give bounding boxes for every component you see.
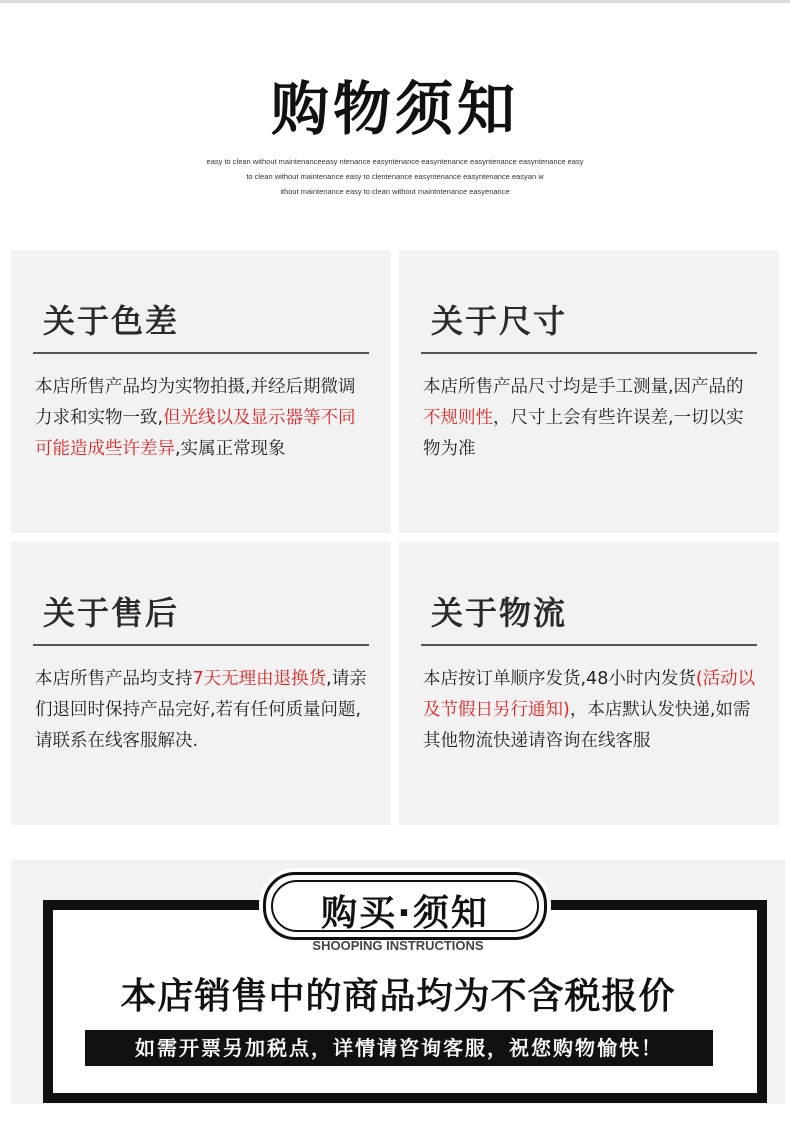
card-body-text: 本店所售产品尺寸均是手工测量,因产品的 — [423, 377, 744, 397]
notice-badge — [263, 872, 547, 940]
purchase-notice-banner — [11, 860, 785, 1104]
notice-headline: 本店销售中的商品均为不含税报价 — [120, 976, 676, 1017]
notice-english-subtitle: SHOOPING INSTRUCTIONS — [312, 938, 484, 953]
card-body-highlight: 不规则性 — [423, 408, 493, 428]
card-body — [423, 664, 761, 757]
subtitle-line-2: to clean without maintenance easy to clentenance easyntenance easyntenance easyan w — [246, 172, 544, 181]
subtitle-line-3: ithout maintenance easy to clean without maintntenance easyenance — [280, 187, 510, 196]
card-divider — [33, 352, 369, 354]
page-title: 购物须知 — [270, 75, 519, 143]
card-body-text: ，本店默认发快递,如需其他物流快递请咨询在线客服 — [423, 700, 751, 751]
card-divider — [421, 352, 757, 354]
notice-invoice-bar: 如需开票另加税点，详情请咨询客服，祝您购物愉快！ — [85, 1030, 713, 1066]
card-color-difference — [11, 250, 391, 533]
card-title: 关于物流 — [431, 594, 568, 632]
card-body-highlight: 7天无理由退换货 — [192, 669, 327, 689]
card-body — [35, 372, 373, 465]
notice-badge-label: 购买·须知 — [321, 893, 489, 934]
card-body — [423, 372, 761, 465]
card-after-sales — [11, 542, 391, 825]
card-body-text: ,请亲们退回时保持产品完好,若有任何质量问题,请联系在线客服解决. — [35, 669, 367, 751]
card-title: 关于尺寸 — [431, 302, 568, 340]
top-divider — [0, 0, 790, 3]
card-body-highlight: (活动以及节假日另行通知) — [423, 669, 756, 720]
card-body-text: 本店按订单顺序发货,48小时内发货 — [423, 669, 696, 689]
card-logistics — [399, 542, 779, 825]
card-body-text: ,实属正常现象 — [175, 439, 286, 459]
card-body-text: 本店所售产品均支持 — [35, 669, 193, 689]
card-title: 关于色差 — [43, 302, 180, 340]
card-divider — [421, 644, 757, 646]
card-body-text: ，尺寸上会有些许误差,一切以实物为准 — [423, 408, 744, 459]
card-body-text: 本店所售产品均为实物拍摄,并经后期微调力求和实物一致, — [35, 377, 356, 428]
card-body-highlight: 但光线以及显示器等不同可能造成些许差异 — [35, 408, 356, 459]
card-size — [399, 250, 779, 533]
card-title: 关于售后 — [43, 594, 180, 632]
card-body — [35, 664, 373, 757]
subtitle-line-1: easy to clean without maintenanceeasy ntenance easyntenance easyntenance easyntenance easyntenance easy — [206, 157, 584, 166]
card-divider — [33, 644, 369, 646]
